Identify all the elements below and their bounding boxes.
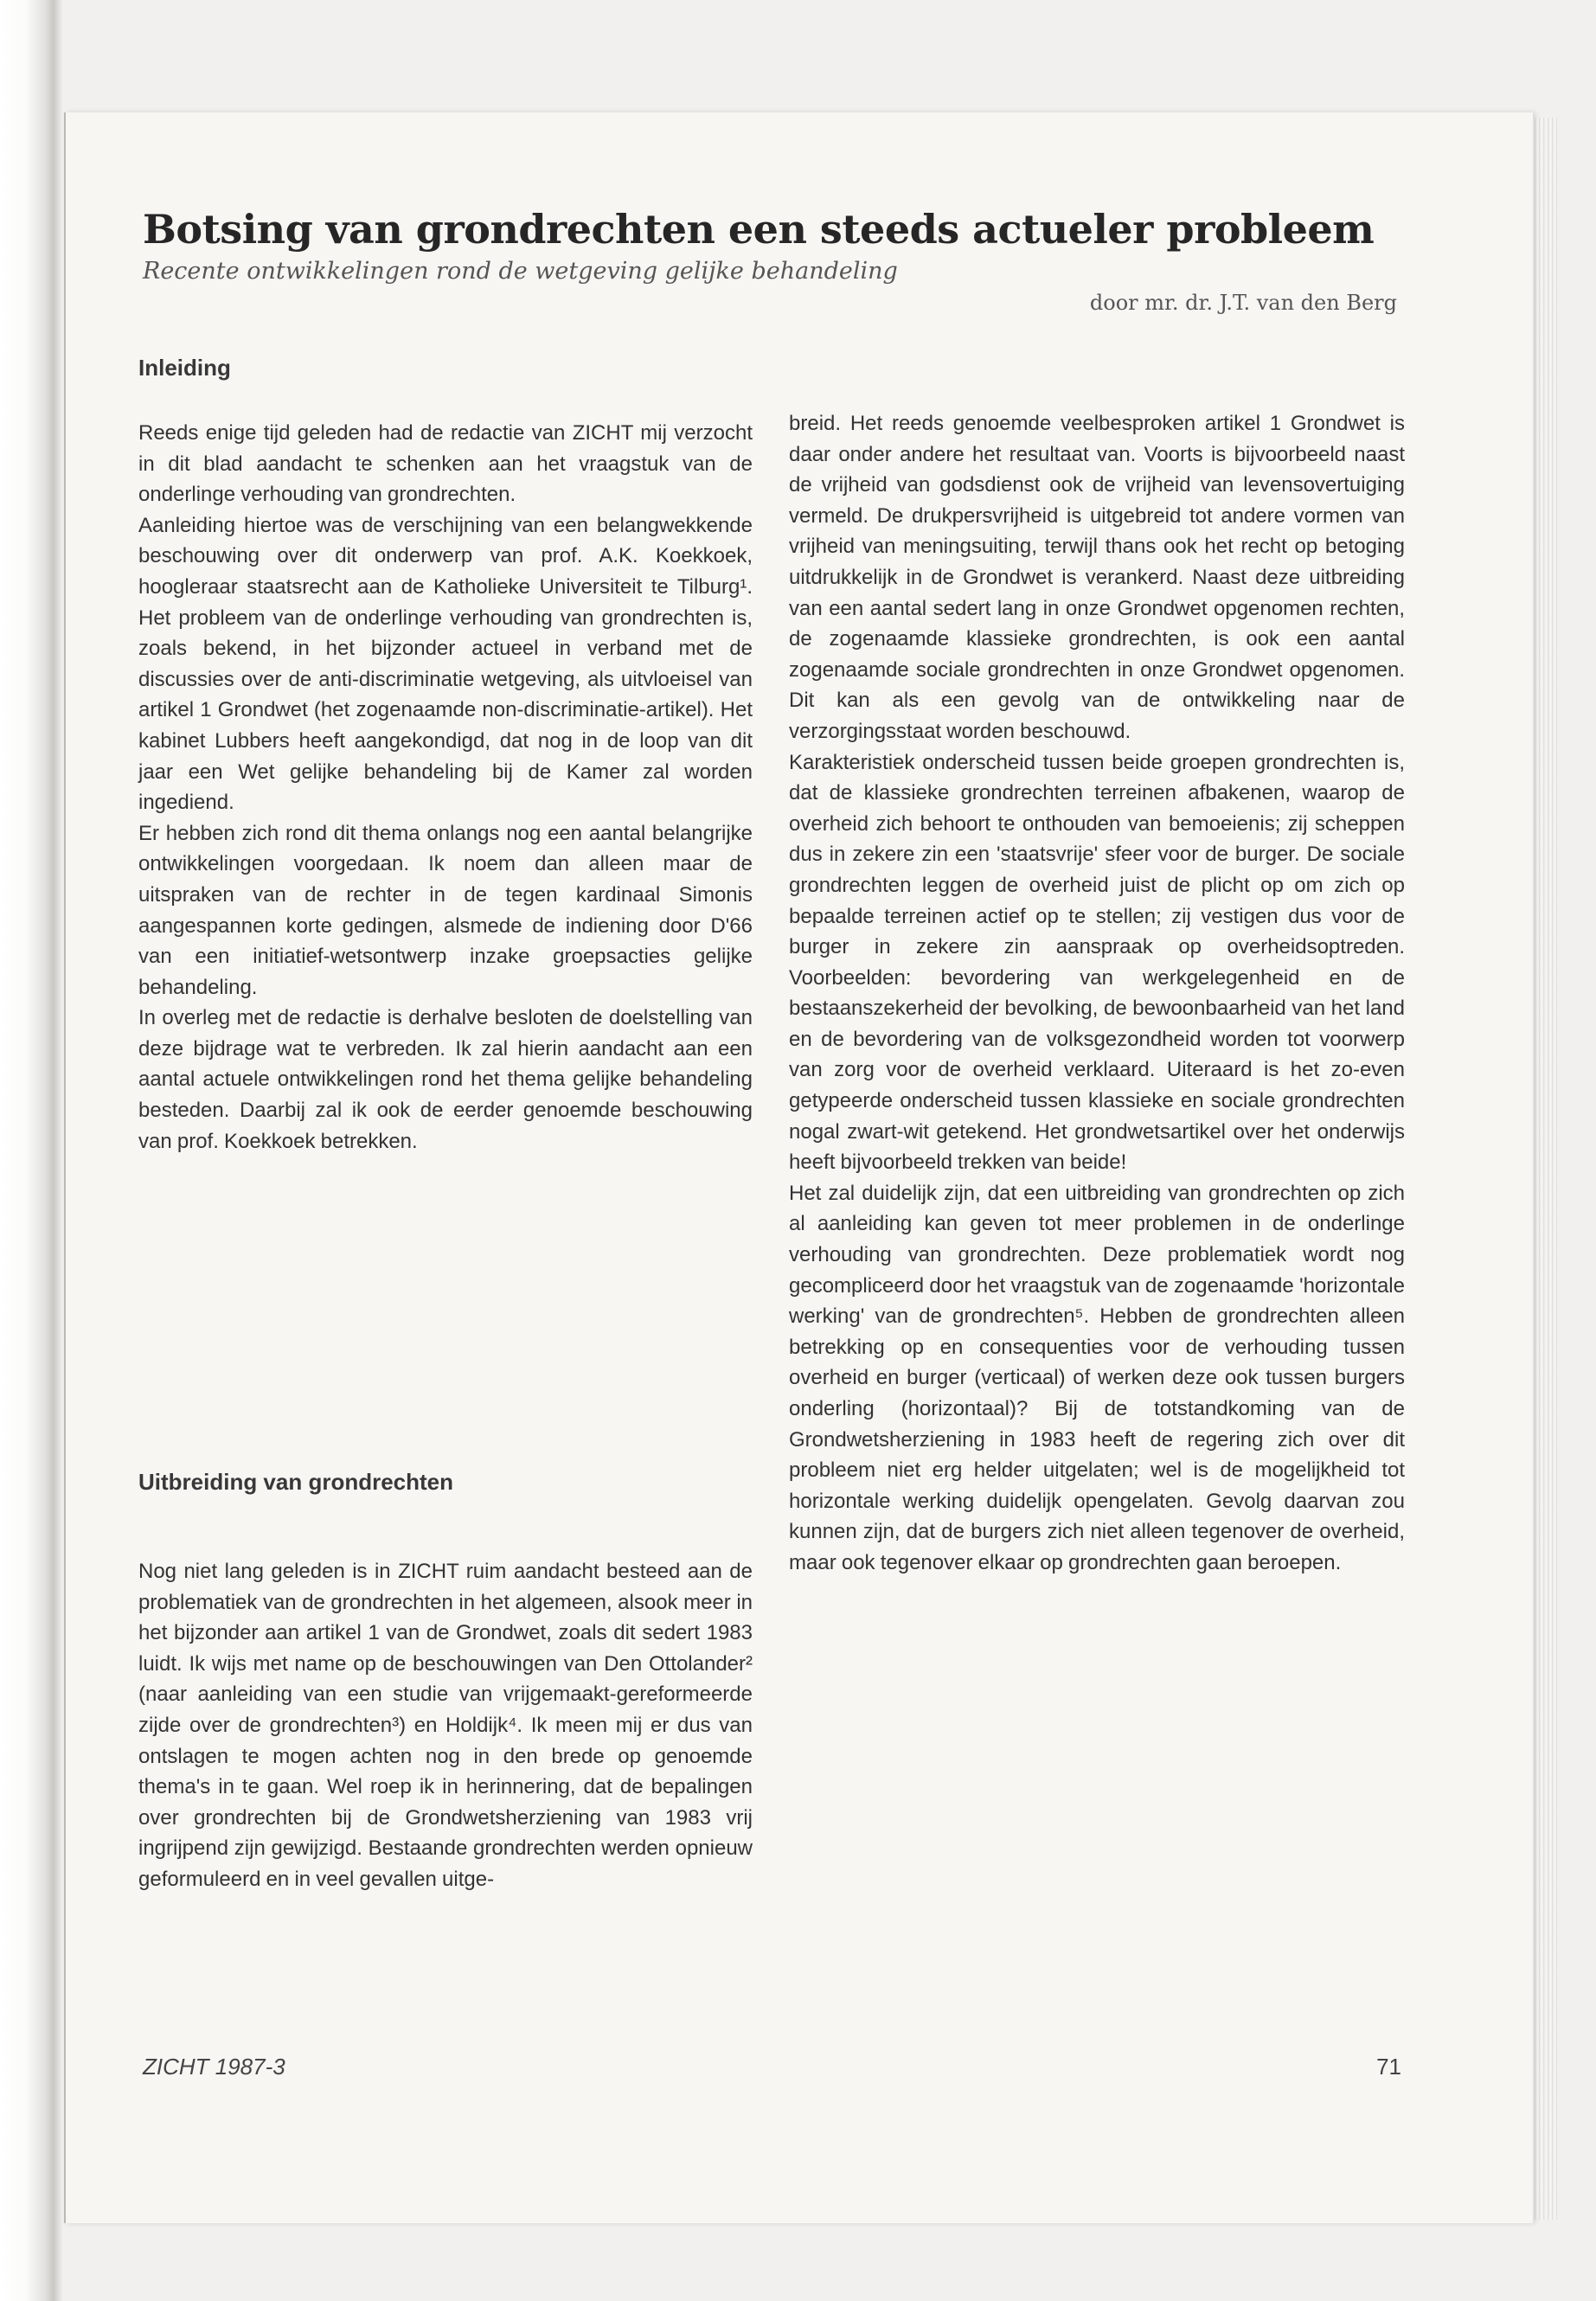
paragraph-part-1: [138, 1556, 753, 1895]
book-binding: [0, 0, 62, 2301]
paragraph: Reeds enige tijd geleden had de redactie van ZICHT mij verzocht in dit blad aandacht te schenken aan het vraagstuk van de onderlinge verhouding van grondrechten.: [138, 421, 753, 507]
section-heading-inleiding: Inleiding: [138, 355, 231, 381]
footer-page-number: 71: [1376, 2054, 1401, 2080]
paragraph: Het zal duidelijk zijn, dat een uitbreiding van grondrechten op zich al aanleiding kan geven tot meer problemen in de onderlinge verhouding van grondrechten. Deze problematiek wordt nog gecompliceerd door het vraagstuk van de zogenaamde 'horizontale werking' van de grondrechten⁵. Hebben de grondrechten alleen betrekking op en consequenties voor de verhouding tussen overheid en burger (verticaal) of werken deze ook tussen burgers onderling (horizontaal)? Bij de totstandkoming van de Grondwetsherziening in 1983 heeft de regering zich over dit probleem niet erg helder uitgelaten; wel is de mogelijkheid tot horizontale werking duidelijk opengelaten. Gevolg daarvan zou kunnen zijn, dat de burgers zich niet alleen tegenover de overheid, maar ook tegenover elkaar op grondrechten gaan beroepen.: [789, 1181, 1405, 1574]
article-byline: door mr. dr. J.T. van den Berg: [1089, 291, 1397, 315]
section-heading-uitbreiding: Uitbreiding van grondrechten: [138, 1469, 454, 1495]
paragraph: Er hebben zich rond dit thema onlangs nog een aantal belangrijke ontwikkelingen voorgedaan. Ik noem dan alleen maar de uitspraken van de rechter in de tegen kardinaal Simonis aangespannen korte gedingen, alsmede de indiening door D'66 van een initiatief-wetsontwerp inzake groepsacties gelijke behandeling.: [138, 821, 753, 999]
paragraph: In overleg met de redactie is derhalve besloten de doelstelling van deze bijdrage wat te verbreden. Ik zal hierin aandacht aan een aantal actuele ontwikkelingen rond het thema gelijke behandeling besteden. Daarbij zal ik ook de eerder genoemde beschouwing van prof. Koekkoek betrekken.: [138, 1006, 753, 1153]
column-left-top: [138, 418, 753, 1157]
column-left-bottom: [138, 1556, 753, 1895]
column-right: [789, 408, 1405, 1579]
footer-journal: ZICHT 1987-3: [143, 2054, 285, 2080]
paragraph: Aanleiding hiertoe was de verschijning van een belangwekkende beschouwing over dit onderwerp van prof. A.K. Koekkoek, hoogleraar staatsrecht aan de Katholieke Universiteit te Tilburg¹. Het probleem van de onderlinge verhouding van grondrechten is, zoals bekend, in het bijzonder actueel in verband met de discussies over de anti-discriminatie wetgeving, als uitvloeisel van artikel 1 Grondwet (het zogenaamde non-discriminatie-artikel). Het kabinet Lubbers heeft aangekondigd, dat nog in de loop van dit jaar een Wet gelijke behandeling bij de Kamer zal worden ingediend.: [138, 513, 753, 815]
paragraph-part-2: [789, 408, 1405, 747]
paragraph-start: Nog niet lang geleden is in ZICHT ruim aandacht besteed aan de problematiek van de grondrechten in het algemeen, alsook meer in het bijzonder aan artikel 1 van de Grondwet, zoals dit sedert 1983 luidt. Ik wijs met name op de beschouwingen van Den Ottolander² (naar aanleiding van een studie van vrijgemaakt-gereformeerde zijde over de grondrechten³) en Holdijk⁴. Ik meen mij er dus van ontslagen te mogen achten nog in den brede op genoemde thema's in te gaan. Wel roep ik in herinnering, dat de bepalingen over grondrechten bij de Grondwetsherziening van 1983 vrij ingrijpend zijn gewijzigd. Bestaande grondrechten werden opnieuw geformuleerd en in veel gevallen uitge-: [138, 1560, 753, 1891]
page-edge: [1531, 118, 1557, 2220]
paragraph: Karakteristiek onderscheid tussen beide groepen grondrechten is, dat de klassieke grondrechten terreinen afbakenen, waarop de overheid zich behoort te onthouden van bemoeienis; zij scheppen dus in zekere zin een 'staatsvrije' sfeer voor de burger. De sociale grondrechten leggen de overheid juist de plicht op om zich op bepaalde terreinen actief op te stellen; zij vestigen dus voor de burger in zekere zin aanspraak op overheidsoptreden. Voorbeelden: bevordering van werkgelegenheid en de bestaanszekerheid der bevolking, de bewoonbaarheid van het land en de bevordering van de volksgezondheid worden tot voorwerp van zorg voor de overheid verklaard. Uiteraard is het zo-even getypeerde onderscheid tussen klassieke en sociale grondrechten nogal zwart-wit getekend. Het grondwetsartikel over het onderwijs heeft bijvoorbeeld trekken van beide!: [789, 750, 1405, 1175]
paragraph-continuation: breid. Het reeds genoemde veelbesproken artikel 1 Grondwet is daar onder andere het resultaat van. Voorts is bijvoorbeeld naast de vrijheid van godsdienst ook de vrijheid van levensovertuiging vermeld. De drukpersvrijheid is uitgebreid tot andere vormen van vrijheid van meningsuiting, terwijl thans ook het recht op betoging uitdrukkelijk in de Grondwet is verankerd. Naast deze uitbreiding van een aantal sedert lang in onze Grondwet opgenomen rechten, de zogenaamde klassieke grondrechten, is ook een aantal zogenaamde sociale grondrechten in onze Grondwet opgenomen. Dit kan als een gevolg van de ontwikkeling naar de verzorgingsstaat worden beschouwd.: [789, 412, 1405, 743]
article-title: Botsing van grondrechten een steeds actueler probleem: [143, 206, 1375, 253]
article-subtitle: Recente ontwikkelingen rond de wetgeving gelijke behandeling: [143, 258, 898, 285]
